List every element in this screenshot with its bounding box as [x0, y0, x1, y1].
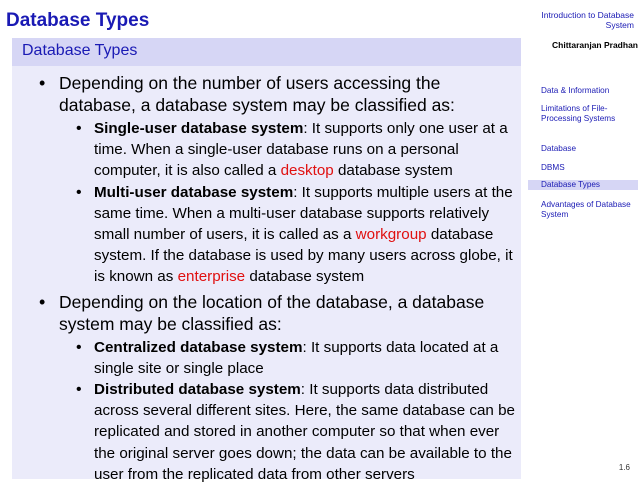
sidebar-item-advantages[interactable]: Advantages of Database System: [541, 200, 631, 219]
distributed-text: : It supports data distributed across several different sites. Here, the same database can be replicated and stored in another computer so that when ever the original server goes down; the data can be available to the user from the replicated data from other servers: [94, 381, 515, 483]
centralized-text: : It supports data located at a single site or single place: [94, 338, 499, 377]
term-single-user: Single-user database system: [94, 120, 304, 137]
single-user-text-end: database system: [333, 162, 453, 180]
page-number: 1.6: [618, 463, 630, 472]
highlight-enterprise: enterprise: [177, 268, 246, 286]
sidebar-item-dbms[interactable]: DBMS: [541, 163, 565, 172]
bullet-icon: •: [76, 381, 82, 399]
highlight-workgroup: workgroup: [355, 226, 427, 244]
sidebar-item-limitations[interactable]: Limitations of File-Processing Systems: [541, 104, 616, 123]
block-header: [12, 38, 521, 66]
bullet-icon: •: [76, 338, 82, 356]
multi-user-text-mid: database system. If the database is used by many users across globe, it is known as: [94, 226, 513, 286]
sidebar-item-database[interactable]: Database: [541, 144, 577, 153]
highlight-desktop: desktop: [280, 162, 334, 180]
sidebar-item-database-types[interactable]: Database Types: [528, 180, 638, 190]
sidebar-title[interactable]: Introduction to Database System: [541, 10, 634, 30]
sidebar: [524, 0, 638, 479]
bullet-item-2: [12, 291, 521, 335]
block-title: Database Types: [22, 42, 138, 59]
sub-bullet-single-user: [12, 118, 521, 182]
sub-bullet-multi-user: [12, 182, 521, 288]
multi-user-text-end: database system: [245, 268, 365, 286]
slide-content: [12, 72, 521, 485]
term-multi-user: Multi-user database system: [94, 183, 294, 201]
single-user-text: : It supports only one user at a time. When a single-user database runs on a personal computer, it is also called a: [94, 120, 508, 180]
sidebar-author: Chittaranjan Pradhan: [552, 40, 638, 50]
sub-bullet-centralized: [12, 337, 521, 379]
bullet-icon: •: [76, 120, 82, 137]
multi-user-text: : It supports multiple users at the same time. When a multi-user database supports relatively small number of users, it is called as a: [94, 183, 513, 244]
bullet-icon: •: [39, 291, 46, 312]
term-distributed: Distributed database system: [94, 381, 301, 399]
frame-title-bar: [0, 0, 524, 38]
bullet-item-1-text: Depending on the number of users accessing the database, a database system may be classified as:: [59, 73, 455, 115]
term-centralized: Centralized database system: [94, 338, 303, 356]
bullet-icon: •: [39, 73, 46, 93]
sub-bullet-distributed: [12, 379, 521, 485]
bullet-item-2-text: Depending on the location of the database, a database system may be classified as:: [59, 291, 485, 334]
sidebar-item-data-information[interactable]: Data & Information: [541, 86, 610, 95]
page-title: Database Types: [6, 10, 150, 31]
bullet-item-1: [12, 72, 521, 116]
bullet-icon: •: [76, 183, 82, 201]
